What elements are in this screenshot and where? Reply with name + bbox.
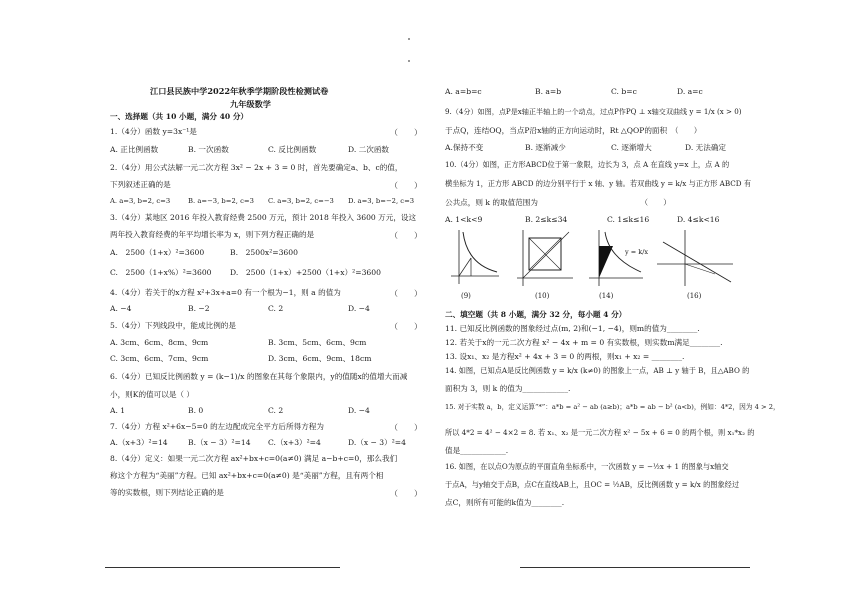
q2-option-c: C. a=3, b=2, c=−3 [268, 197, 334, 205]
q9-option-d: D. 无法确定 [685, 143, 727, 152]
q1-option-b: B. 一次函数 [188, 145, 229, 154]
q4-option-d: D. −4 [348, 304, 370, 313]
q4-option-a: A. −4 [110, 304, 132, 313]
q5-option-b: B. 3cm、5cm、6cm、9cm [268, 338, 367, 347]
q5-option-a: A. 3cm、6cm、8cm、9cm [110, 338, 209, 347]
q8-option-c: C. b=c [611, 87, 637, 96]
question-10-cont: 横坐标为 1，正方形 ABCD 的边分别平行于 x 轴、y 轴。若双曲线 y = k/x 与正方形 ABCD 有 [445, 179, 752, 188]
question-2-cont: 下列叙述正确的是 [110, 180, 171, 189]
bottom-rule-left [105, 567, 340, 568]
q2-option-d: D. a=3, b=−2, c=3 [348, 197, 415, 205]
q4-option-c: C. 2 [268, 304, 284, 313]
question-2: 2.（4分）用公式法解一元二次方程 3x² − 2x + 3 = 0 时，首先要确定a、b、c的值， [110, 163, 403, 172]
q5-option-d: D. 3cm、6cm、9cm、18cm [268, 354, 372, 363]
question-9-cont: 于点Q，连结OQ，当点P沿x轴的正方向运动时，Rt △QOP的面积 （ ） [445, 126, 702, 135]
q6-option-c: C. 2 [268, 406, 284, 415]
figure-9-caption: (9) [461, 292, 471, 300]
question-7: 7.（4分）方程 x²+6x−5=0 的左边配成完全平方后所得方程为 [110, 422, 324, 431]
q1-option-d: D. 二次函数 [348, 145, 390, 154]
q1-option-a: A. 正比例函数 [110, 145, 159, 154]
q10-option-b: B. 2≤k≤34 [525, 215, 568, 224]
answer-paren: （ ） [390, 322, 422, 331]
section-2-heading: 二、填空题（共 8 小题，满分 32 分，每小题 4 分） [445, 310, 627, 319]
q9-option-a: A.保持不变 [445, 143, 484, 152]
question-11: 11. 已知反比例函数的图象经过点(m, 2)和(−1, −4)，则m的值为________. [445, 324, 700, 333]
question-8-cont: 称这个方程为“美丽”方程。已知 ax²+bx+c=0(a≠0) 是“美丽”方程，且有两个相 [110, 471, 384, 480]
question-16-cont2: 点C，则所有可能的k值为________. [445, 498, 565, 507]
answer-paren: （ ） [390, 231, 422, 240]
question-13: 13. 设x₁、x₂ 是方程x² + 4x + 3 = 0 的两根，则x₁ + x₂ = ________. [445, 352, 685, 361]
question-15-cont2: 值是____________. [445, 446, 509, 455]
answer-paren: （ ） [390, 489, 422, 498]
answer-paren: （ ） [390, 128, 422, 137]
q3-option-c: C. 2500（1+x%）²=3600 [110, 268, 212, 277]
scan-dot [408, 60, 410, 62]
q2-option-b: B. a=−3, b=2, c=3 [188, 197, 254, 205]
question-4: 4.（4分）若关于的x方程 x²+3x+a=0 有一个根为−1，则 a 的值为 [110, 288, 341, 297]
question-5: 5.（4分）下列线段中，能成比例的是 [110, 321, 236, 330]
q5-option-c: C. 3cm、6cm、7cm、9cm [110, 354, 209, 363]
q6-option-a: A. 1 [110, 406, 126, 415]
question-15-cont: 所以 4*2 = 4² − 4×2 = 8. 若 x₁、x₂ 是一元二次方程 x² − 5x + 6 = 0 的两个根，则 x₁*x₂ 的 [445, 428, 755, 437]
q10-option-d: D. 4≤k<16 [677, 215, 720, 224]
q8-option-a: A. a=b=c [445, 87, 482, 96]
q9-option-c: C. 逐渐增大 [611, 143, 652, 152]
question-6: 6.（4分）已知反比例函数 y = (k−1)/x 的图象在其每个象限内，y的值随x的值增大而减 [110, 372, 408, 381]
q7-option-c: C.（x+3）²=4 [268, 438, 321, 447]
question-8: 8.（4分）定义：如果一元二次方程 ax²+bx+c=0(a≠0) 满足 a−b+c=0，那么我们 [110, 454, 398, 463]
question-16: 16. 如图，在以点O为原点的平面直角坐标系中，一次函数 y = −½x + 1 的图象与x轴交 [445, 462, 729, 471]
answer-paren: （ ） [390, 423, 422, 432]
bottom-rule-right [520, 567, 750, 568]
q7-option-d: D.（x − 3）²=4 [348, 438, 406, 447]
q7-option-a: A.（x+3）²=14 [110, 438, 168, 447]
q10-option-c: C. 1≤k≤16 [607, 215, 650, 224]
q8-option-d: D. a=c [677, 87, 703, 96]
question-8-cont2: 等的实数根，则下列结论正确的是 [110, 488, 224, 497]
answer-paren: （ ） [390, 181, 422, 190]
question-16-cont: 于点A，与y轴交于点B，点C在直线AB上，且OC = ½AB，反比例函数 y = k/x 的图象经过 [445, 480, 740, 489]
question-9: 9.（4分）如图，点P是x轴正半轴上的一个动点，过点P作PQ ⊥ x轴交双曲线 y = 1/x (x > 0) [445, 107, 742, 116]
question-10-cont2: 公共点，则 k 的取值范围为 （ ） [445, 198, 671, 207]
q6-option-b: B. 0 [188, 406, 204, 415]
question-3-cont: 两年投入教育经费的年平均增长率为 x，则下列方程正确的是 [110, 230, 315, 239]
exam-subtitle: 九年级数学 [230, 99, 271, 109]
figure-9-graph [449, 228, 501, 286]
figure-16-graph [655, 228, 735, 288]
scan-dot [408, 38, 410, 40]
question-6-cont: 小，则K的值可以是（ ） [110, 390, 195, 399]
question-3: 3.（4分）某地区 2016 年投入教育经费 2500 万元，预计 2018 年投入 3600 万元，设这 [110, 213, 417, 222]
figure-10-graph [515, 228, 575, 288]
section-heading: 一、选择题（共 10 小题，满分 40 分） [110, 112, 249, 121]
q10-option-a: A. 1<k<9 [445, 215, 483, 224]
question-15: 15. 对于实数 a，b，定义运算“*”：a*b = a² − ab (a≥b)；a*b = ab − b² (a<b)，例如：4*2，因为 4 > 2， [445, 403, 780, 411]
q8-option-b: B. a=b [535, 87, 562, 96]
question-10: 10.（4分）如图，正方形ABCD位于第一象限，边长为 3，点 A 在直线 y=x 上，点 A 的 [445, 160, 730, 169]
question-14: 14. 如图，已知点A是反比例函数 y = k/x (k≠0) 的图象上一点，AB ⊥ y 轴于 B，且△ABO 的 [445, 366, 750, 375]
figure-10-caption: (10) [535, 292, 550, 300]
q9-option-b: B. 逐渐减少 [525, 143, 566, 152]
question-12: 12. 若关于x的一元二次方程 x² − 4x + m = 0 有实数根，则实数m满足________. [445, 338, 723, 347]
q3-option-d: D. 2500（1+x）+2500（1+x）²=3600 [230, 268, 381, 277]
q3-option-b: B. 2500x²=3600 [230, 248, 298, 257]
question-14-cont: 面积为 3，则 k 的值为____________. [445, 384, 571, 393]
figure-14-caption: (14) [599, 292, 614, 300]
q4-option-b: B. −2 [188, 304, 210, 313]
figure-14-graph [587, 228, 645, 288]
q1-option-c: C. 反比例函数 [268, 145, 317, 154]
answer-paren: （ ） [390, 289, 422, 298]
q3-option-a: A. 2500（1+x）²=3600 [110, 248, 205, 257]
figure-14-equation: y = k/x [625, 248, 649, 256]
q6-option-d: D. −4 [348, 406, 370, 415]
question-1: 1.（4分）函数 y=3x⁻¹是 [110, 127, 197, 136]
exam-title: 江口县民族中学2022年秋季学期阶段性检测试卷 [150, 86, 329, 96]
figure-16-caption: (16) [687, 292, 702, 300]
q2-option-a: A. a=3, b=2, c=3 [110, 197, 171, 205]
q7-option-b: B.（x − 3）²=14 [188, 438, 251, 447]
